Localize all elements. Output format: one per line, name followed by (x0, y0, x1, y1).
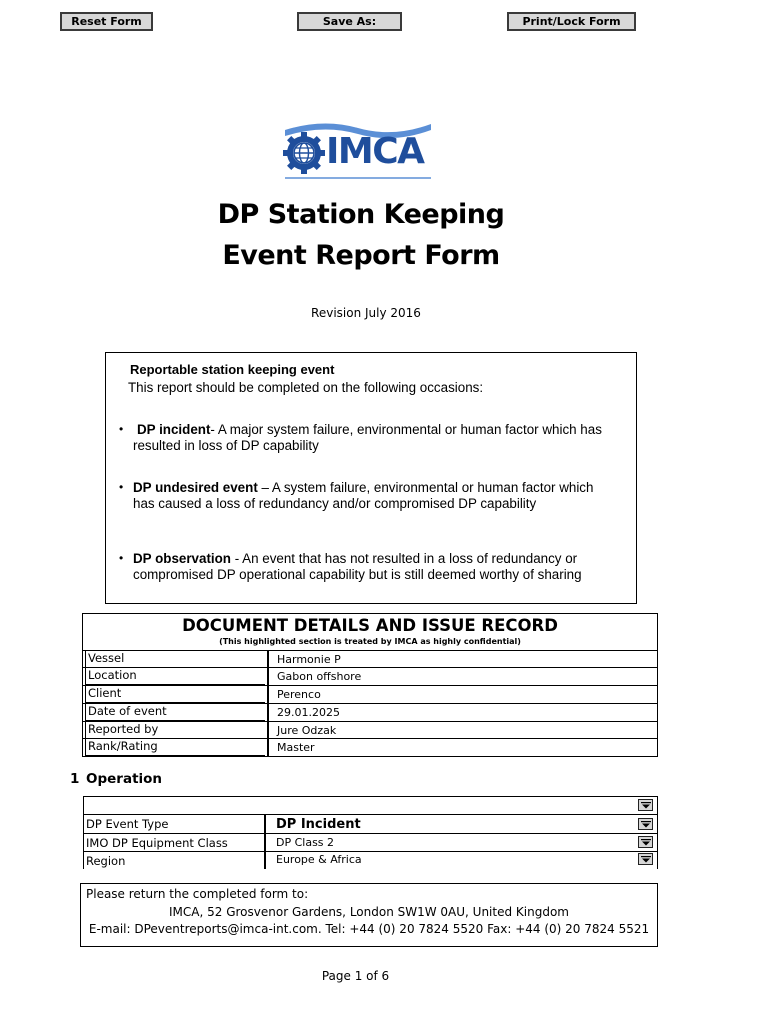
revision-text: Revision July 2016 (311, 306, 421, 320)
document-details-heading: DOCUMENT DETAILS AND ISSUE RECORD (182, 616, 558, 635)
reported-by-field[interactable]: Jure Odzak (267, 722, 657, 739)
field-label: Rank/Rating (85, 739, 265, 756)
region-row[interactable] (83, 851, 658, 869)
dropdown-arrow-icon[interactable] (638, 853, 653, 865)
region-select[interactable]: Europe & Africa (276, 853, 362, 866)
location-field[interactable]: Gabon offshore (267, 668, 657, 685)
field-label: Location (85, 668, 265, 685)
bullet-term: DP observation (133, 551, 231, 566)
operation-dropdown[interactable] (83, 796, 658, 815)
operation-dropdown-value (84, 797, 633, 814)
document-details-section (82, 613, 658, 757)
details-row-reported-by (83, 721, 657, 739)
equipment-class-select[interactable]: DP Class 2 (276, 836, 335, 849)
details-row-date (83, 703, 657, 721)
reset-form-button[interactable]: Reset Form (60, 12, 153, 31)
field-label: IMO DP Equipment Class (84, 834, 266, 851)
vessel-field[interactable]: Harmonie P (267, 651, 657, 668)
page-title-line-1: DP Station Keeping (217, 199, 505, 230)
bullet-icon: • (119, 551, 124, 565)
return-info-box (80, 883, 658, 947)
section-title: Operation (86, 771, 163, 787)
field-label: Region (84, 852, 266, 869)
info-intro: This report should be completed on the following occasions: (128, 380, 484, 395)
field-label: Date of event (85, 704, 265, 721)
confidential-note: (This highlighted section is treated by IMCA as highly confidential) (219, 637, 521, 646)
field-label: Client (85, 686, 265, 703)
bullet-term: DP incident (137, 422, 211, 437)
section-number: 1 (70, 771, 80, 787)
reportable-event-info-box (105, 352, 637, 604)
date-of-event-field[interactable]: 29.01.2025 (267, 704, 657, 721)
logo-text: IMCA (326, 131, 424, 172)
page-number: Page 1 of 6 (321, 969, 390, 983)
imca-logo (283, 120, 433, 182)
return-instruction: Please return the completed form to: (86, 887, 309, 901)
dp-event-type-row[interactable] (83, 814, 658, 834)
bullet-term: DP undesired event (133, 480, 258, 495)
info-heading: Reportable station keeping event (130, 362, 335, 377)
bullet-icon: • (119, 480, 124, 494)
page-title-line-2: Event Report Form (222, 240, 500, 271)
return-contact: E-mail: DPeventreports@imca-int.com. Tel: +44 (0) 20 7824 5520 Fax: +44 (0) 20 7824 5521 (88, 922, 650, 936)
bullet-text: - A major system failure, environmental or human factor which has resulted in loss of DP capability (133, 422, 602, 453)
dropdown-arrow-icon[interactable] (638, 836, 653, 848)
details-row-location (83, 667, 657, 685)
field-label: Reported by (85, 722, 265, 739)
equipment-class-row[interactable] (83, 833, 658, 852)
print-lock-form-button[interactable]: Print/Lock Form (507, 12, 636, 31)
client-field[interactable]: Perenco (267, 686, 657, 703)
save-as-button[interactable]: Save As: (297, 12, 402, 31)
field-label: DP Event Type (84, 815, 266, 833)
bullet-text: – A system failure, environmental or human factor which has caused a loss of redundancy and/or compromised DP capability (133, 480, 594, 511)
details-row-rank (83, 738, 657, 756)
details-row-client (83, 685, 657, 703)
field-label: Vessel (85, 651, 265, 668)
rank-rating-field[interactable]: Master (267, 739, 657, 756)
bullet-icon: • (119, 422, 124, 436)
dropdown-arrow-icon[interactable] (638, 799, 653, 811)
bullet-text: - An event that has not resulted in a loss of redundancy or compromised DP operational capability but is still deemed worthy of sharing (133, 551, 582, 582)
dp-event-type-select[interactable]: DP Incident (276, 817, 361, 832)
operation-section (83, 796, 658, 871)
return-address: IMCA, 52 Grosvenor Gardens, London SW1W 0AU, United Kingdom (169, 905, 569, 919)
details-row-vessel (83, 650, 657, 668)
dropdown-arrow-icon[interactable] (638, 818, 653, 830)
